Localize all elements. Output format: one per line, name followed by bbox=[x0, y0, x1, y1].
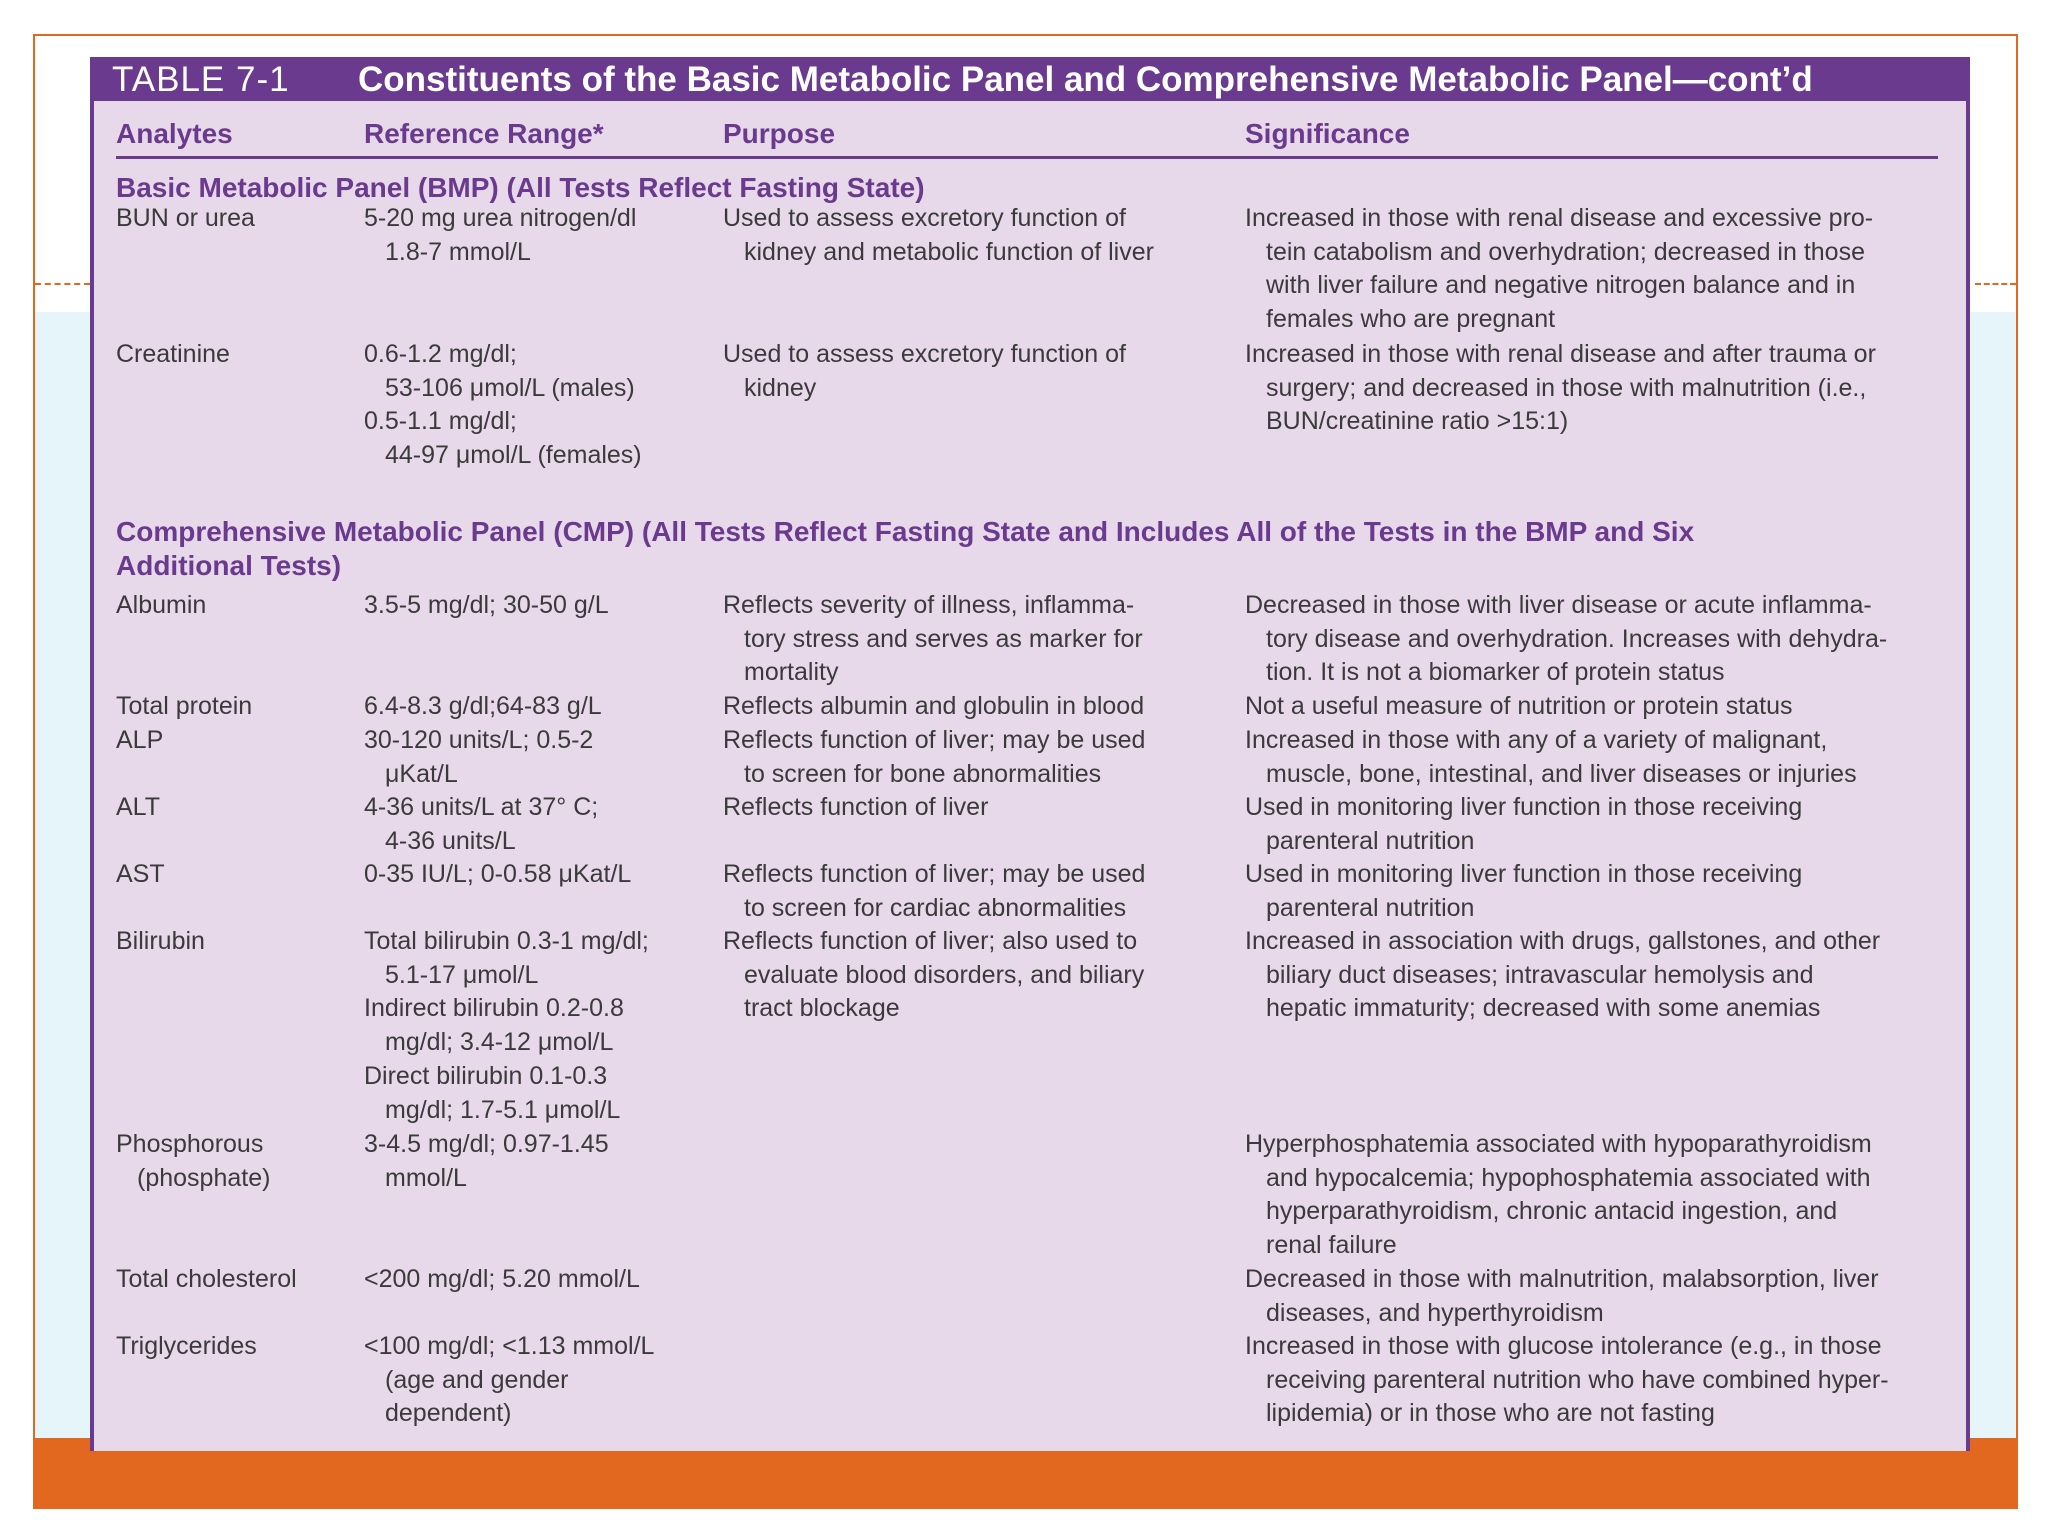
cell-line: Bilirubin bbox=[116, 927, 205, 955]
cell-line: 0.5-1.1 mg/dl; bbox=[364, 407, 517, 436]
cell-analyte bbox=[116, 338, 356, 372]
cell-line: Decreased in those with malnutrition, malabsorption, liver bbox=[1245, 1265, 1879, 1293]
cell-line: to screen for bone abnormalities bbox=[744, 759, 1102, 788]
cell-line: ALT bbox=[116, 793, 160, 821]
cell-line: hepatic immaturity; decreased with some anemias bbox=[1266, 994, 1821, 1023]
cell-analyte bbox=[116, 791, 356, 825]
cell-analyte bbox=[116, 925, 356, 959]
cell-significance bbox=[1245, 690, 1965, 724]
cell-line: 0.6-1.2 mg/dl; bbox=[364, 340, 517, 368]
cell-line: Increased in those with glucose intolerance (e.g., in those bbox=[1245, 1332, 1882, 1360]
cell-line: Albumin bbox=[116, 591, 207, 619]
section-heading-cmp-line: Additional Tests) bbox=[116, 550, 342, 581]
cell-reference-range bbox=[364, 1263, 704, 1297]
table-title: Constituents of the Basic Metabolic Panel and Comprehensive Metabolic Panel—cont’d bbox=[358, 60, 1813, 99]
cell-line: Triglycerides bbox=[116, 1332, 257, 1360]
cell-line: Creatinine bbox=[116, 340, 230, 368]
cell-line: lipidemia) or in those who are not fasting bbox=[1266, 1399, 1715, 1428]
cell-line: mortality bbox=[744, 658, 839, 687]
cell-analyte bbox=[116, 858, 356, 892]
cell-line: <200 mg/dl; 5.20 mmol/L bbox=[364, 1265, 640, 1293]
cell-line: Total bilirubin 0.3-1 mg/dl; bbox=[364, 927, 649, 955]
cell-line: Reflects function of liver; also used to bbox=[723, 927, 1138, 955]
cell-line: Reflects function of liver; may be used bbox=[723, 860, 1146, 888]
cell-purpose bbox=[723, 925, 1233, 1026]
cell-reference-range bbox=[364, 724, 704, 791]
cell-line: <100 mg/dl; <1.13 mmol/L bbox=[364, 1332, 655, 1360]
cell-significance bbox=[1245, 1330, 1965, 1431]
cell-analyte bbox=[116, 202, 356, 236]
cell-line: kidney bbox=[744, 373, 817, 402]
cell-line: tract blockage bbox=[744, 994, 900, 1023]
cell-analyte bbox=[116, 1128, 356, 1195]
cell-line: 4-36 units/L bbox=[385, 826, 516, 855]
cell-line: parenteral nutrition bbox=[1266, 893, 1475, 922]
cell-reference-range bbox=[364, 1330, 704, 1431]
cell-line: mg/dl; 3.4-12 μmol/L bbox=[385, 1028, 614, 1057]
cell-line: Reflects albumin and globulin in blood bbox=[723, 692, 1145, 720]
cell-line: Total protein bbox=[116, 692, 253, 720]
cell-reference-range bbox=[364, 791, 704, 858]
cell-line: 30-120 units/L; 0.5-2 bbox=[364, 726, 594, 754]
cell-line: Hyperphosphatemia associated with hypoparathyroidism bbox=[1245, 1130, 1872, 1158]
cell-line: 5.1-17 μmol/L bbox=[385, 960, 539, 989]
cell-line: hyperparathyroidism, chronic antacid ingestion, and bbox=[1266, 1197, 1838, 1226]
cell-line: parenteral nutrition bbox=[1266, 826, 1475, 855]
cell-line: 3.5-5 mg/dl; 30-50 g/L bbox=[364, 591, 609, 619]
cell-line: Reflects function of liver bbox=[723, 793, 989, 821]
cell-significance bbox=[1245, 338, 1965, 439]
cell-reference-range bbox=[364, 589, 704, 623]
header-rule bbox=[116, 156, 1938, 159]
cell-line: renal failure bbox=[1266, 1231, 1397, 1260]
section-heading-cmp-line: Comprehensive Metabolic Panel (CMP) (All Tests Reflect Fasting State and Includes All of the Tests in the BMP and Six bbox=[116, 516, 1695, 547]
cell-line: muscle, bone, intestinal, and liver diseases or injuries bbox=[1266, 759, 1857, 788]
cell-line: Used to assess excretory function of bbox=[723, 204, 1126, 232]
cell-purpose bbox=[723, 202, 1233, 269]
cell-significance bbox=[1245, 589, 1965, 690]
cell-purpose bbox=[723, 791, 1233, 825]
cell-reference-range bbox=[364, 1128, 704, 1195]
cell-line: Phosphorous bbox=[116, 1130, 264, 1158]
cell-reference-range bbox=[364, 925, 704, 1127]
cell-line: mg/dl; 1.7-5.1 μmol/L bbox=[385, 1095, 621, 1124]
cell-line: to screen for cardiac abnormalities bbox=[744, 893, 1127, 922]
column-header-analytes: Analytes bbox=[116, 118, 233, 149]
cell-line: tory disease and overhydration. Increases with dehydra- bbox=[1266, 624, 1888, 653]
cell-line: Decreased in those with liver disease or acute inflamma- bbox=[1245, 591, 1872, 619]
cell-line: kidney and metabolic function of liver bbox=[744, 237, 1154, 266]
cell-significance bbox=[1245, 925, 1965, 1026]
cell-significance bbox=[1245, 1263, 1965, 1330]
table-card bbox=[90, 57, 1970, 1451]
cell-line: (age and gender bbox=[385, 1365, 569, 1394]
cell-line: Increased in those with renal disease and after trauma or bbox=[1245, 340, 1876, 368]
cell-line: evaluate blood disorders, and biliary bbox=[744, 960, 1145, 989]
cell-purpose bbox=[723, 589, 1233, 690]
cell-analyte bbox=[116, 1263, 356, 1297]
cell-line: females who are pregnant bbox=[1266, 305, 1556, 334]
cell-line: Direct bilirubin 0.1-0.3 bbox=[364, 1061, 608, 1090]
table-title-bar bbox=[94, 57, 1966, 101]
cell-significance bbox=[1245, 791, 1965, 858]
cell-line: 53-106 μmol/L (males) bbox=[385, 373, 635, 402]
cell-line: (phosphate) bbox=[137, 1163, 271, 1192]
cell-analyte bbox=[116, 589, 356, 623]
cell-reference-range bbox=[364, 690, 704, 724]
cell-analyte bbox=[116, 724, 356, 758]
cell-line: biliary duct diseases; intravascular hemolysis and bbox=[1266, 960, 1814, 989]
cell-line: diseases, and hyperthyroidism bbox=[1266, 1298, 1604, 1327]
cell-line: 3-4.5 mg/dl; 0.97-1.45 bbox=[364, 1130, 609, 1158]
cell-line: BUN or urea bbox=[116, 204, 255, 232]
cell-line: μKat/L bbox=[385, 759, 458, 788]
cell-line: and hypocalcemia; hypophosphatemia associated with bbox=[1266, 1163, 1871, 1192]
cell-line: Indirect bilirubin 0.2-0.8 bbox=[364, 994, 624, 1023]
cell-line: Not a useful measure of nutrition or protein status bbox=[1245, 692, 1793, 720]
cell-line: 4-36 units/L at 37° C; bbox=[364, 793, 599, 821]
cell-significance bbox=[1245, 858, 1965, 925]
cell-analyte bbox=[116, 690, 356, 724]
cell-line: with liver failure and negative nitrogen balance and in bbox=[1266, 271, 1856, 300]
cell-line: tory stress and serves as marker for bbox=[744, 624, 1143, 653]
cell-line: 5-20 mg urea nitrogen/dl bbox=[364, 204, 637, 232]
cell-line: receiving parenteral nutrition who have combined hyper- bbox=[1266, 1365, 1889, 1394]
cell-purpose bbox=[723, 690, 1233, 724]
cell-line: Used in monitoring liver function in those receiving bbox=[1245, 793, 1803, 821]
cell-reference-range bbox=[364, 338, 704, 473]
cell-significance bbox=[1245, 202, 1965, 337]
column-header-significance: Significance bbox=[1245, 118, 1410, 149]
cell-reference-range bbox=[364, 858, 704, 892]
table-number: TABLE 7-1 bbox=[112, 60, 290, 99]
cell-purpose bbox=[723, 724, 1233, 791]
column-header-reference-range: Reference Range* bbox=[364, 118, 604, 149]
cell-line: 44-97 μmol/L (females) bbox=[385, 441, 642, 470]
cell-significance bbox=[1245, 1128, 1965, 1263]
cell-significance bbox=[1245, 724, 1965, 791]
cell-line: dependent) bbox=[385, 1399, 512, 1428]
cell-line: 0-35 IU/L; 0-0.58 μKat/L bbox=[364, 860, 632, 888]
column-header-purpose: Purpose bbox=[723, 118, 836, 149]
cell-line: Increased in association with drugs, gallstones, and other bbox=[1245, 927, 1881, 955]
cell-line: AST bbox=[116, 860, 165, 888]
cell-line: ALP bbox=[116, 726, 164, 754]
cell-line: 1.8-7 mmol/L bbox=[385, 237, 531, 266]
cell-line: Used in monitoring liver function in those receiving bbox=[1245, 860, 1803, 888]
cell-line: surgery; and decreased in those with malnutrition (i.e., bbox=[1266, 373, 1867, 402]
cell-line: Total cholesterol bbox=[116, 1265, 297, 1293]
cell-purpose bbox=[723, 858, 1233, 925]
section-heading-bmp: Basic Metabolic Panel (BMP) (All Tests Reflect Fasting State) bbox=[116, 172, 925, 203]
cell-line: Increased in those with any of a variety of malignant, bbox=[1245, 726, 1828, 754]
cell-line: 6.4-8.3 g/dl;64-83 g/L bbox=[364, 692, 602, 720]
cell-reference-range bbox=[364, 202, 704, 269]
cell-line: tein catabolism and overhydration; decreased in those bbox=[1266, 237, 1865, 266]
cell-line: Used to assess excretory function of bbox=[723, 340, 1126, 368]
section-heading-cmp bbox=[116, 515, 1916, 583]
cell-line: tion. It is not a biomarker of protein status bbox=[1266, 658, 1725, 687]
cell-line: BUN/creatinine ratio >15:1) bbox=[1266, 407, 1569, 436]
cell-line: mmol/L bbox=[385, 1163, 467, 1192]
cell-purpose bbox=[723, 338, 1233, 405]
cell-analyte bbox=[116, 1330, 356, 1364]
cell-line: Reflects severity of illness, inflamma- bbox=[723, 591, 1135, 619]
cell-line: Increased in those with renal disease and excessive pro- bbox=[1245, 204, 1874, 232]
cell-line: Reflects function of liver; may be used bbox=[723, 726, 1146, 754]
